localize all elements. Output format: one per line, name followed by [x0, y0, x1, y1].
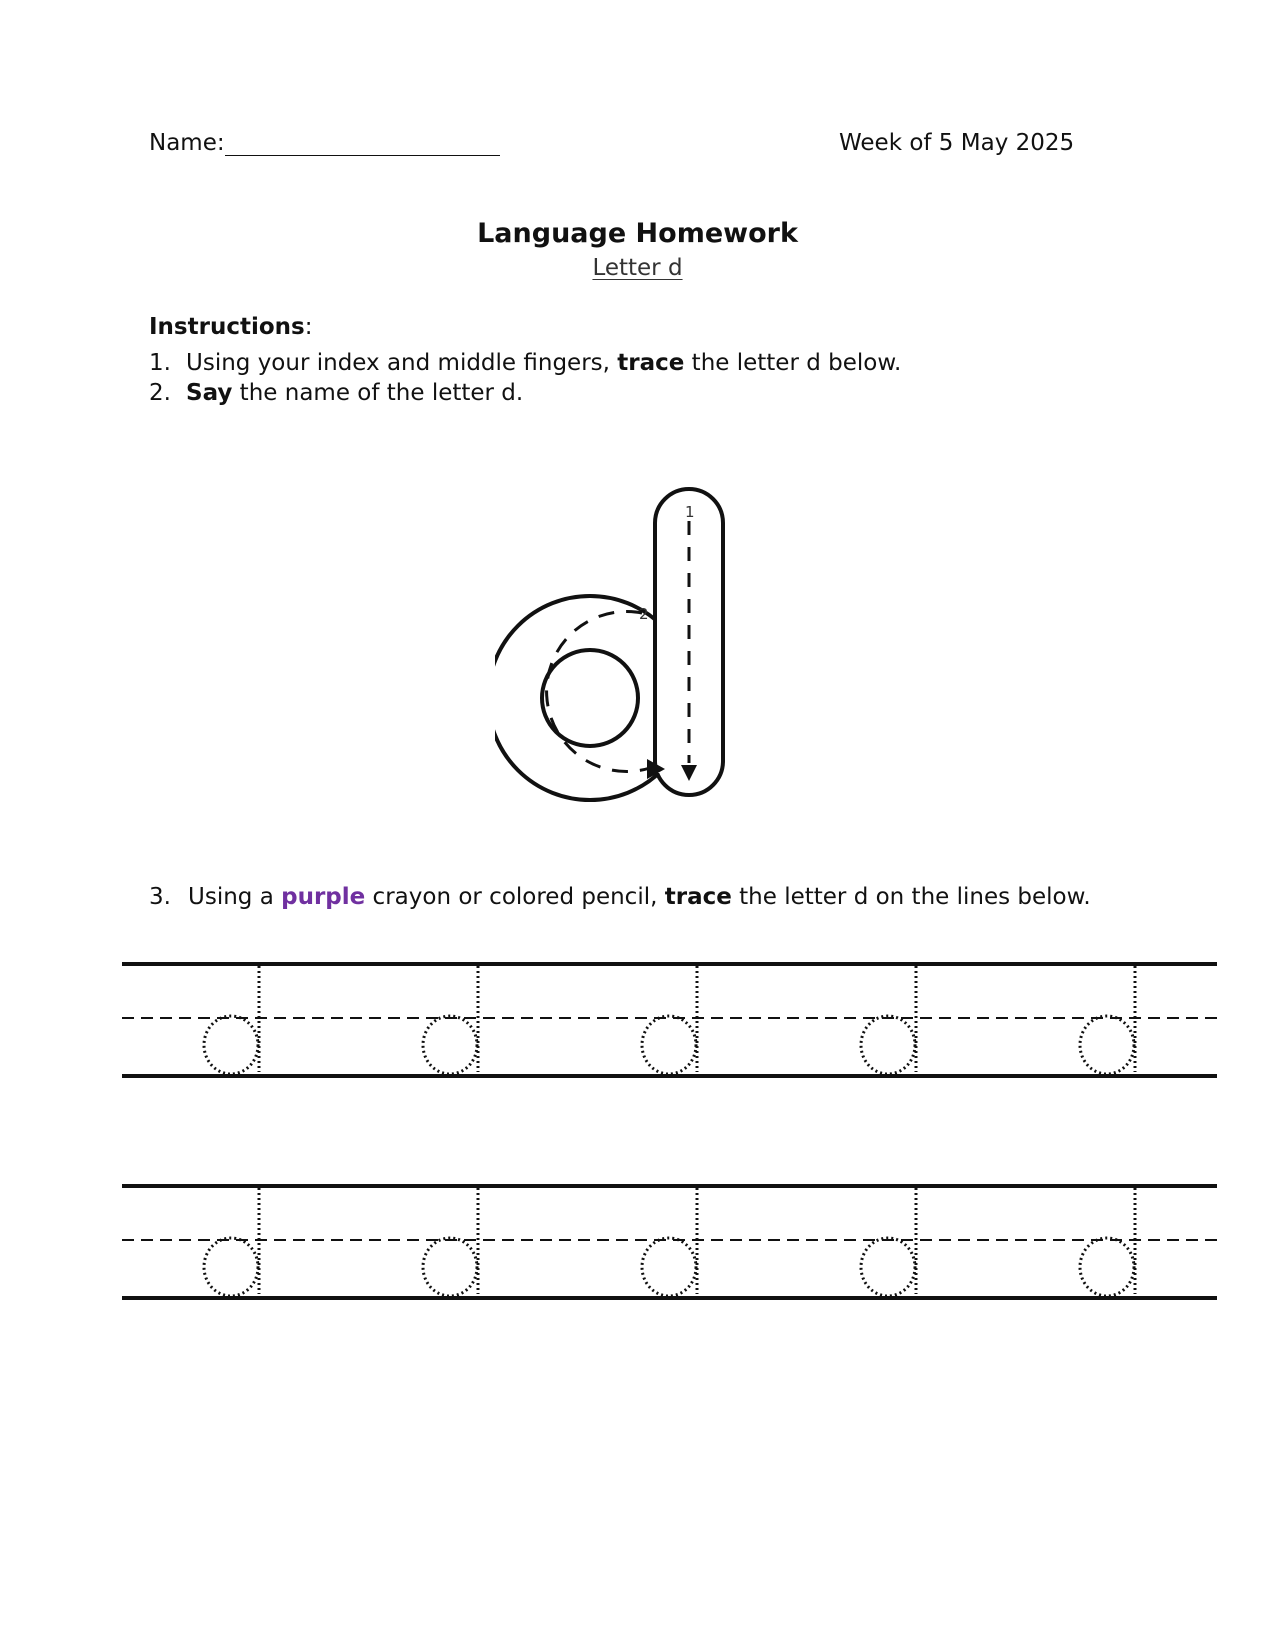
- tracing-row-1[interactable]: [122, 960, 1217, 1080]
- letter-d-bowl: [204, 1016, 258, 1074]
- instructions-heading: Instructions: [149, 314, 305, 340]
- instructions-heading-row: [149, 312, 901, 342]
- tracing-row-2[interactable]: [122, 1182, 1217, 1302]
- letter-d-bowl: [861, 1238, 915, 1296]
- step-3-text-c: the letter d on the lines below.: [731, 884, 1091, 910]
- letter-d-trace-figure: [495, 483, 745, 828]
- step-1-text-a: Using your index and middle fingers,: [186, 350, 618, 376]
- dotted-letter-d: [423, 1188, 478, 1296]
- instructions: [149, 312, 901, 408]
- dotted-letter-d: [423, 966, 478, 1074]
- dotted-letter-d: [1080, 1188, 1135, 1296]
- dotted-letter-d: [861, 966, 916, 1074]
- stem-join-cover: [658, 593, 668, 773]
- dotted-letter-d: [642, 966, 697, 1074]
- step-2-text: [186, 378, 523, 408]
- name-blank-line[interactable]: [225, 131, 500, 156]
- step-1-bold: trace: [617, 350, 685, 376]
- stroke-2-label: 2: [639, 605, 649, 623]
- step-2-text-b: the name of the letter d.: [232, 380, 524, 406]
- dotted-letter-d: [204, 1188, 259, 1296]
- page-subtitle: Letter d: [592, 255, 683, 281]
- step-3: [149, 882, 1091, 912]
- step-1-number: 1.: [149, 350, 171, 376]
- title-block: [0, 215, 1275, 283]
- step-1-text-b: the letter d below.: [684, 350, 902, 376]
- dotted-letter-d: [1080, 966, 1135, 1074]
- step-list: [149, 348, 901, 408]
- dotted-letter-d: [204, 966, 259, 1074]
- step-3-number: 3.: [149, 884, 171, 910]
- step-2: [149, 378, 901, 408]
- instructions-colon: :: [304, 314, 313, 340]
- stroke-1-label: 1: [685, 503, 695, 521]
- step-1: [149, 348, 901, 378]
- letter-d-bowl: [1080, 1238, 1134, 1296]
- step-2-bold: Say: [186, 380, 233, 406]
- name-label: Name:: [149, 130, 225, 156]
- letter-d-bowl: [642, 1238, 696, 1296]
- header-row: [0, 130, 1275, 166]
- letter-d-bowl: [861, 1016, 915, 1074]
- step-3-purple-word: purple: [281, 884, 366, 910]
- step-3-text-b: crayon or colored pencil,: [365, 884, 665, 910]
- dotted-letter-d: [642, 1188, 697, 1296]
- letter-d-bowl: [1080, 1016, 1134, 1074]
- dotted-letter-d: [861, 1188, 916, 1296]
- stroke-2-path: [547, 612, 650, 772]
- step-3-text-a: Using a: [188, 884, 282, 910]
- letter-d-bowl: [423, 1238, 477, 1296]
- letter-d-bowl: [642, 1016, 696, 1074]
- page-title: Language Homework: [477, 218, 798, 249]
- step-3-bold: trace: [664, 884, 732, 910]
- name-field[interactable]: [149, 130, 500, 156]
- week-label: Week of 5 May 2025: [839, 130, 1075, 156]
- letter-d-bowl: [204, 1238, 258, 1296]
- step-3-text: [188, 882, 1091, 912]
- step-2-number: 2.: [149, 380, 171, 406]
- letter-d-bowl: [423, 1016, 477, 1074]
- step-1-text: [186, 348, 901, 378]
